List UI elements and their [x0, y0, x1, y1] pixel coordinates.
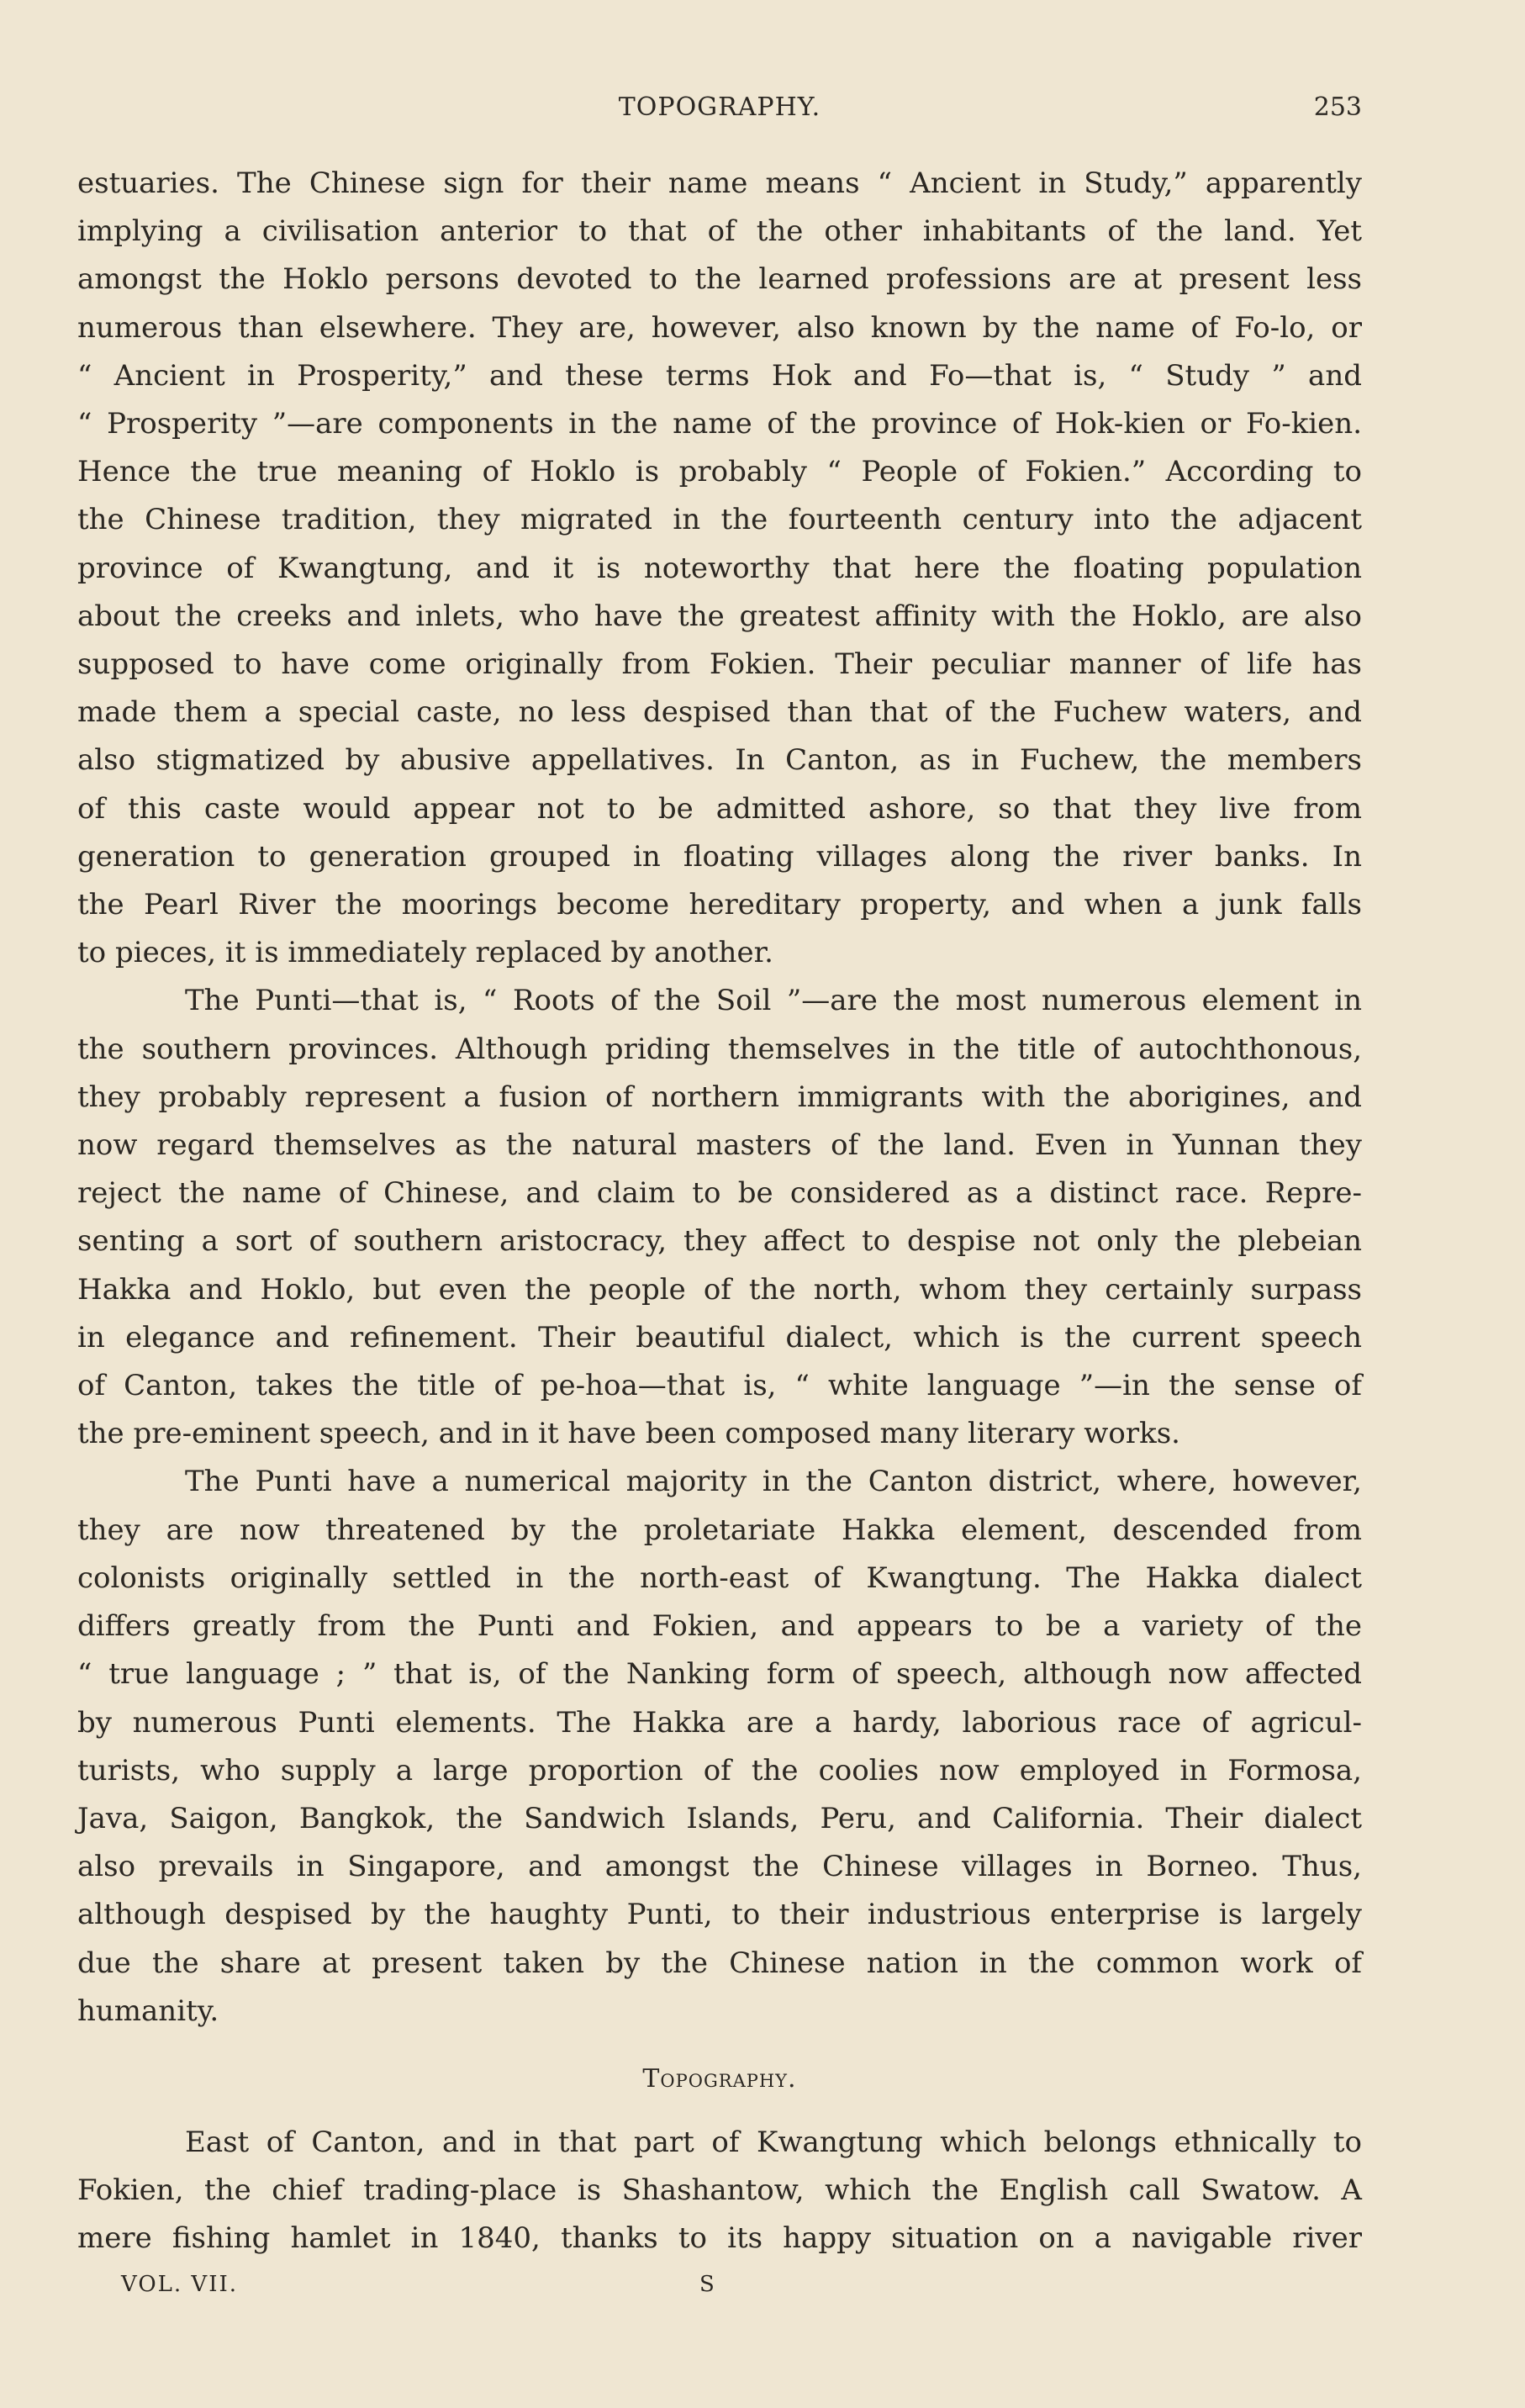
text-line: “ true language ; ” that is, of the Nanking form of speech, although now affected: [77, 1657, 1362, 1692]
paragraph-1: [77, 160, 1362, 977]
text-line: reject the name of Chinese, and claim to be considered as a distinct race. Repre-: [77, 1176, 1362, 1211]
text-line: now regard themselves as the natural masters of the land. Even in Yunnan they: [77, 1128, 1362, 1163]
text-line: the Pearl River the moorings become hereditary property, and when a junk falls: [77, 888, 1362, 922]
text-line: of this caste would appear not to be admitted ashore, so that they live from: [77, 791, 1362, 826]
text-line: also prevails in Singapore, and amongst the Chinese villages in Borneo. Thus,: [77, 1850, 1362, 1884]
text-line: they probably represent a fusion of northern immigrants with the aborigines, and: [77, 1080, 1362, 1114]
text-line: the southern provinces. Although priding themselves in the title of autochthonous,: [77, 1032, 1362, 1066]
text-line: Hence the true meaning of Hoklo is probably “ People of Fokien.” According to: [77, 455, 1362, 489]
text-line: generation to generation grouped in floating villages along the river banks. In: [77, 839, 1362, 874]
body-text: [77, 160, 1362, 2263]
text-line: by numerous Punti elements. The Hakka are a hardy, laborious race of agricul-: [77, 1705, 1362, 1740]
book-page: [77, 92, 1362, 2363]
text-line: although despised by the haughty Punti, to their industrious enterprise is largely: [77, 1898, 1362, 1932]
text-line: due the share at present taken by the Chinese nation in the common work of: [77, 1946, 1362, 1980]
text-line: implying a civilisation anterior to that of the other inhabitants of the land. Yet: [77, 214, 1362, 249]
text-line: colonists originally settled in the north-east of Kwangtung. The Hakka dialect: [77, 1560, 1362, 1595]
signature-mark: S: [699, 2272, 715, 2297]
section-paragraph: [77, 2119, 1362, 2263]
page-number: 253: [1313, 92, 1362, 122]
text-line: numerous than elsewhere. They are, however, also known by the name of Fo-lo, or: [77, 310, 1362, 345]
text-line: about the creeks and inlets, who have the greatest affinity with the Hoklo, are also: [77, 599, 1362, 633]
text-line: The Punti—that is, “ Roots of the Soil ”—are the most numerous element in: [185, 984, 1362, 1018]
volume-label: VOL. VII.: [121, 2272, 239, 2297]
text-line: also stigmatized by abusive appellatives. In Canton, as in Fuchew, the members: [77, 743, 1362, 778]
text-line: “ Ancient in Prosperity,” and these terms Hok and Fo—that is, “ Study ” and: [77, 358, 1362, 393]
text-line: Fokien, the chief trading-place is Shashantow, which the English call Swatow. A: [77, 2173, 1362, 2208]
running-head: TOPOGRAPHY.: [618, 92, 821, 122]
text-line: supposed to have come originally from Fokien. Their peculiar manner of life has: [77, 647, 1362, 682]
text-line: province of Kwangtung, and it is noteworthy that here the floating population: [77, 551, 1362, 585]
text-line: to pieces, it is immediately replaced by another.: [77, 936, 773, 970]
text-line: of Canton, takes the title of pe-hoa—that is, “ white language ”—in the sense of: [77, 1369, 1362, 1403]
text-line: they are now threatened by the proletariate Hakka element, descended from: [77, 1513, 1362, 1547]
text-line: mere fishing hamlet in 1840, thanks to its happy situation on a navigable river: [77, 2221, 1362, 2256]
text-line: differs greatly from the Punti and Fokien, and appears to be a variety of the: [77, 1609, 1362, 1644]
text-line: Hakka and Hoklo, but even the people of the north, whom they certainly surpass: [77, 1272, 1362, 1307]
text-line: humanity.: [77, 1993, 219, 2028]
text-line: Java, Saigon, Bangkok, the Sandwich Islands, Peru, and California. Their dialect: [77, 1801, 1362, 1835]
page-footer: [77, 2272, 1362, 2305]
text-line: in elegance and refinement. Their beautiful dialect, which is the current speech: [77, 1320, 1362, 1354]
paragraph-3: [77, 1458, 1362, 2035]
page-header: [77, 92, 1362, 140]
text-line: The Punti have a numerical majority in the Canton district, where, however,: [185, 1465, 1362, 1499]
paragraph-2: [77, 977, 1362, 1458]
text-line: amongst the Hoklo persons devoted to the learned professions are at present less: [77, 262, 1362, 297]
section-heading: Topography.: [642, 2063, 797, 2094]
text-line: the Chinese tradition, they migrated in the fourteenth century into the adjacent: [77, 503, 1362, 537]
text-line: East of Canton, and in that part of Kwangtung which belongs ethnically to: [185, 2125, 1362, 2159]
text-line: estuaries. The Chinese sign for their name means “ Ancient in Study,” apparently: [77, 166, 1362, 200]
text-line: turists, who supply a large proportion of the coolies now employed in Formosa,: [77, 1753, 1362, 1788]
text-line: made them a special caste, no less despised than that of the Fuchew waters, and: [77, 695, 1362, 730]
text-line: senting a sort of southern aristocracy, they affect to despise not only the plebeian: [77, 1224, 1362, 1259]
text-line: the pre-eminent speech, and in it have been composed many literary works.: [77, 1417, 1180, 1451]
text-line: “ Prosperity ”—are components in the name of the province of Hok-kien or Fo-kien.: [77, 407, 1362, 441]
